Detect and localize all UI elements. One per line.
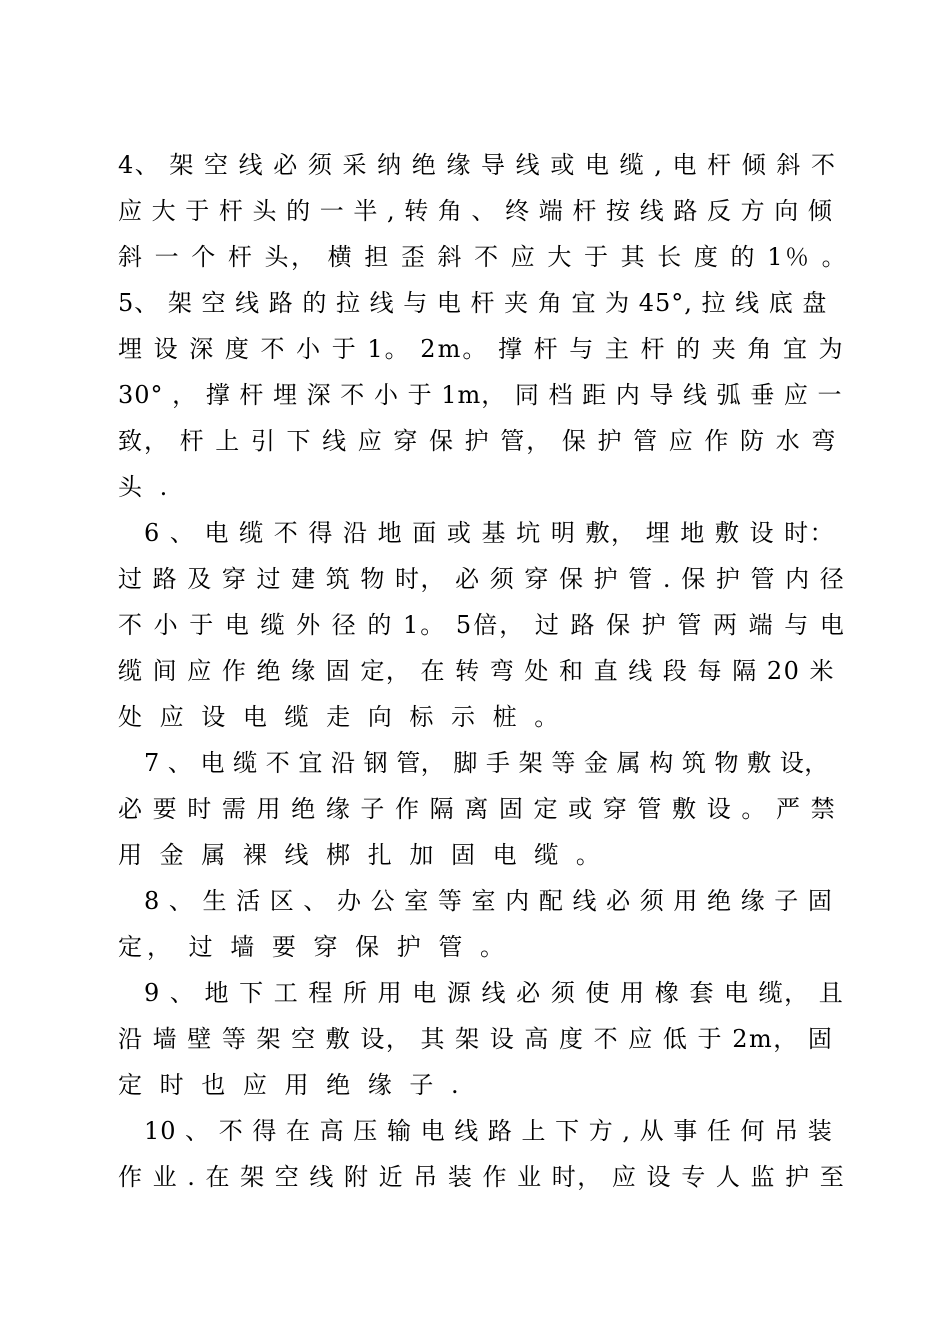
text-line: 缆 间 应 作 绝 缘 固 定， 在 转 弯 处 和 直 线 段 每 隔 20 米 xyxy=(118,657,835,685)
text-line: 用 金 属 裸 线 梆 扎 加 固 电 缆 。 xyxy=(118,841,605,869)
text-line: 5、 架 空 线 路 的 拉 线 与 电 杆 夹 角 宜 为 45°, 拉 线 底 盘 xyxy=(118,289,828,317)
text-line: 9 、 地 下 工 程 所 用 电 源 线 必 须 使 用 橡 套 电 缆， 且 xyxy=(144,979,845,1007)
text-line: 定， 过 墙 要 穿 保 护 管 。 xyxy=(118,933,510,961)
text-line: 沿 墙 壁 等 架 空 敷 设， 其 架 设 高 度 不 应 低 于 2m， 固 xyxy=(118,1025,834,1053)
text-line: 处 应 设 电 缆 走 向 标 示 桩 。 xyxy=(118,703,564,731)
text-line: 斜 一 个 杆 头， 横 担 歪 斜 不 应 大 于 其 长 度 的 1％ 。 xyxy=(118,243,849,271)
text-line: 致， 杆 上 引 下 线 应 穿 保 护 管， 保 护 管 应 作 防 水 弯 xyxy=(118,427,838,455)
text-line: 作 业 . 在 架 空 线 附 近 吊 装 作 业 时， 应 设 专 人 监 护 至 xyxy=(118,1163,846,1191)
text-line: 头 . xyxy=(118,473,173,501)
text-line: 定 时 也 应 用 绝 缘 子 . xyxy=(118,1071,464,1099)
text-line: 10 、 不 得 在 高 压 输 电 线 路 上 下 方 , 从 事 任 何 吊 装 xyxy=(144,1117,833,1145)
text-line: 6 、 电 缆 不 得 沿 地 面 或 基 坑 明 敷， 埋 地 敷 设 时： xyxy=(144,519,836,547)
text-line: 应 大 于 杆 头 的 一 半 , 转 角 、 终 端 杆 按 线 路 反 方 向 倾 xyxy=(118,197,833,225)
text-line: 7 、 电 缆 不 宜 沿 钢 管， 脚 手 架 等 金 属 构 筑 物 敷 设， xyxy=(144,749,829,777)
document-body xyxy=(118,142,848,1200)
text-line: 过 路 及 穿 过 建 筑 物 时， 必 须 穿 保 护 管 . 保 护 管 内 径 xyxy=(118,565,846,593)
text-line: 必 要 时 需 用 绝 缘 子 作 隔 离 固 定 或 穿 管 敷 设 。 严 禁 xyxy=(118,795,837,823)
text-line: 8 、 生 活 区 、 办 公 室 等 室 内 配 线 必 须 用 绝 缘 子 固 xyxy=(144,887,833,915)
text-line: 埋 设 深 度 不 小 于 1。 2m。 撑 杆 与 主 杆 的 夹 角 宜 为 xyxy=(118,335,845,363)
text-line: 不 小 于 电 缆 外 径 的 1。 5倍， 过 路 保 护 管 两 端 与 电 xyxy=(118,611,846,639)
text-line: 4、 架 空 线 必 须 采 纳 绝 缘 导 线 或 电 缆 , 电 杆 倾 斜 不 xyxy=(118,151,837,179)
text-line: 30° ， 撑 杆 埋 深 不 小 于 1m， 同 档 距 内 导 线 弧 垂 应 一 xyxy=(118,381,843,409)
